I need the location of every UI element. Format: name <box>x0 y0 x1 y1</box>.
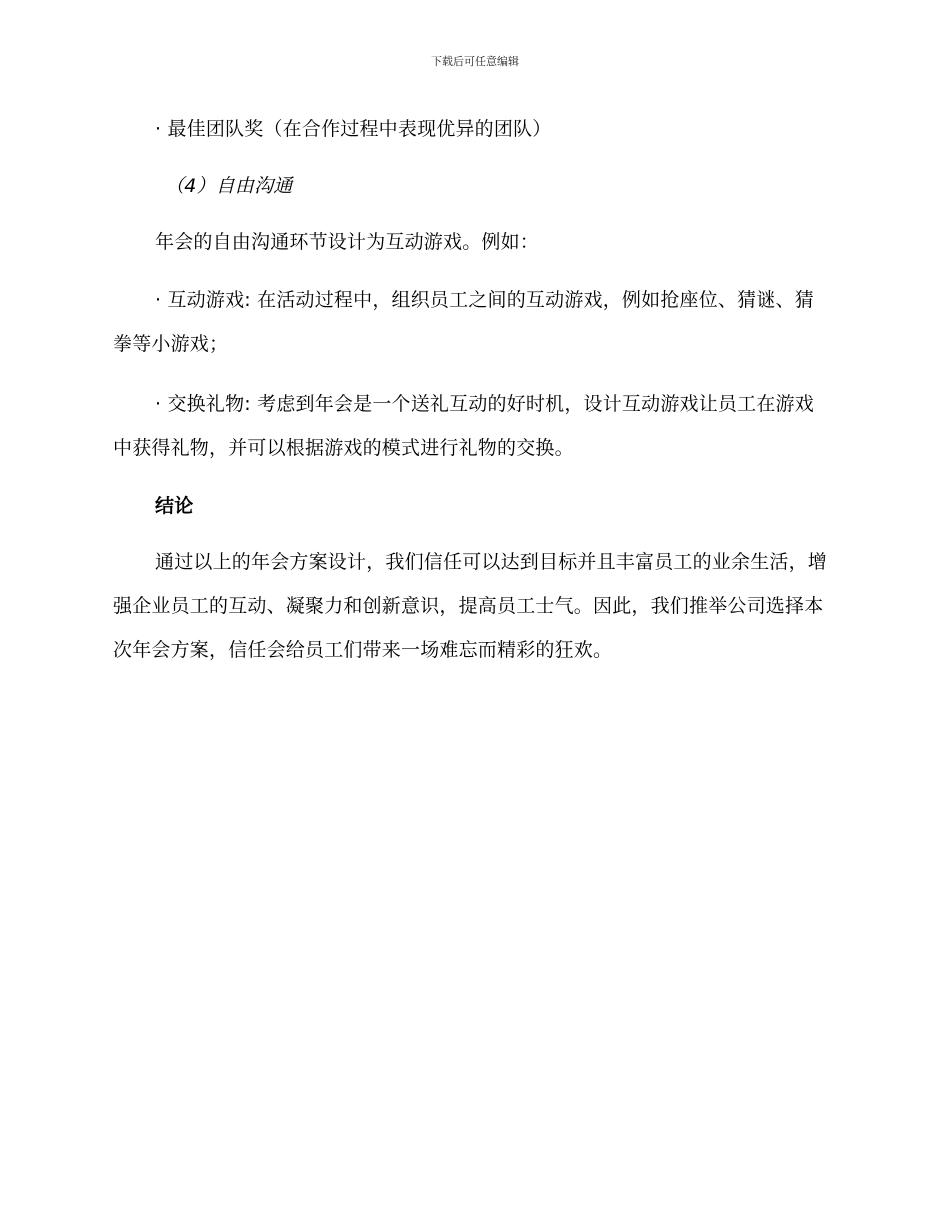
section-heading-free-communication: （4）自由沟通 <box>165 175 293 197</box>
conclusion-heading: 结论 <box>155 495 194 517</box>
conclusion-body: 通过以上的年会方案设计，我们信任可以达到目标并且丰富员工的业余生活，增强企业员工的互动、凝聚力和创新意识，提高员工士气。因此，我们推举公司选择本次年会方案，信任会给员工们带来一场难忘而精彩的狂欢。 <box>113 551 828 661</box>
free-communication-intro: 年会的自由沟通环节设计为互动游戏。例如： <box>155 231 540 253</box>
gift-exchange-item: · 交换礼物: 考虑到年会是一个送礼互动的好时机，设计互动游戏让员工在游戏中获得礼物，并可以根据游戏的模式进行礼物的交换。 <box>113 393 814 459</box>
award-team-item: · 最佳团队奖（在合作过程中表现优异的团队） <box>155 118 552 140</box>
interactive-game-item: · 互动游戏: 在活动过程中，组织员工之间的互动游戏，例如抢座位、猜谜、猜拳等小游戏； <box>113 289 814 355</box>
page-header: 下载后可任意编辑 <box>431 55 519 68</box>
